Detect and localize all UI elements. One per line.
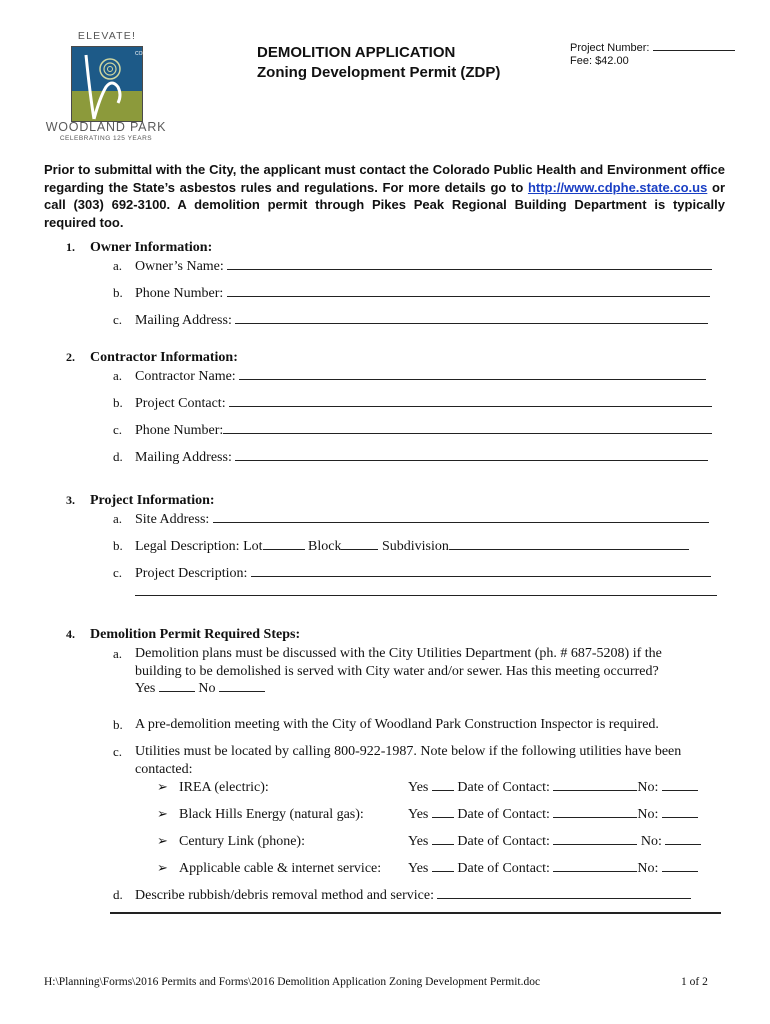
subdivision-label: Subdivision [381, 539, 449, 554]
util-no-label: No: [637, 780, 659, 795]
page-title: DEMOLITION APPLICATION [257, 44, 456, 61]
section-number: 4. [66, 627, 75, 641]
util-yes-label: Yes [408, 780, 429, 795]
block-blank[interactable] [341, 538, 378, 550]
section-number: 3. [66, 493, 75, 507]
util-date-blank[interactable] [553, 806, 637, 818]
util-no-label: No: [637, 861, 659, 876]
util-date-label: Date of Contact: [457, 861, 550, 876]
util-no-blank[interactable] [665, 833, 701, 845]
footer-file-path: H:\Planning\Forms\2016 Permits and Forms\2016 Demolition Application Zoning Development Permit.doc [44, 976, 541, 988]
logo-colorado-text: COLORADO [135, 51, 164, 57]
util-yes-label: Yes [408, 834, 429, 849]
site-address-blank[interactable] [213, 511, 709, 523]
rubbish-removal-blank[interactable] [437, 887, 691, 899]
contractor-name-blank[interactable] [239, 368, 706, 380]
util-date-blank[interactable] [553, 860, 637, 872]
util-yes-label: Yes [408, 807, 429, 822]
owner-section-heading [66, 240, 212, 256]
field-label: Phone Number: [135, 286, 224, 301]
utility-row [157, 779, 659, 796]
logo-woodland-park-text: WOODLAND PARK [45, 120, 167, 134]
project-number-blank[interactable] [653, 41, 735, 51]
item-letter: d. [113, 887, 123, 902]
owner-name-blank[interactable] [227, 258, 712, 270]
owner-phone-blank[interactable] [227, 285, 710, 297]
no-label: No [198, 681, 216, 696]
logo-elevate-text: ELEVATE! [77, 30, 137, 42]
utility-name: Black Hills Energy (natural gas): [179, 807, 364, 822]
step-c [113, 743, 709, 778]
util-date-blank[interactable] [553, 779, 637, 791]
contractor-phone-field[interactable] [113, 422, 712, 439]
divider [110, 912, 721, 914]
field-label: Mailing Address: [135, 313, 232, 328]
section-title: Demolition Permit Required Steps: [90, 627, 301, 642]
item-letter: a. [113, 368, 123, 383]
util-date-blank[interactable] [553, 833, 637, 845]
contractor-address-blank[interactable] [235, 449, 708, 461]
owner-address-blank[interactable] [235, 312, 708, 324]
item-letter: b. [113, 285, 123, 300]
meeting-no-blank[interactable] [219, 680, 265, 692]
city-logo [44, 30, 168, 142]
steps-section-heading [66, 627, 300, 643]
utility-row [157, 833, 662, 850]
item-letter: a. [113, 511, 123, 526]
project-description-blank[interactable] [251, 565, 711, 577]
section-number: 1. [66, 240, 75, 254]
page-subtitle: Zoning Development Permit (ZDP) [257, 64, 501, 81]
arrow-bullet-icon: ➢ [157, 860, 168, 875]
meeting-yes-blank[interactable] [159, 680, 195, 692]
util-date-label: Date of Contact: [457, 807, 550, 822]
contractor-phone-blank[interactable] [223, 422, 712, 434]
step-b [113, 716, 659, 734]
page-number: 1 of 2 [681, 976, 708, 988]
util-no-label: No: [640, 834, 662, 849]
step-a [113, 645, 709, 698]
util-no-label: No: [637, 807, 659, 822]
step-a-text: Demolition plans must be discussed with the City Utilities Department (ph. # 687-5208) if the building to be demolished is served with City water and/or sewer. Has this meeting occurred? [135, 646, 662, 679]
lot-blank[interactable] [263, 538, 305, 550]
item-letter: a. [113, 258, 123, 273]
block-label: Block [308, 539, 342, 554]
cdphe-link[interactable]: http://www.cdphe.state.co.us [527, 179, 708, 195]
field-label: Project Description: [135, 566, 248, 581]
yes-label: Yes [135, 681, 156, 696]
item-letter: c. [113, 422, 123, 437]
util-yes-label: Yes [408, 861, 429, 876]
item-letter: c. [113, 744, 123, 759]
owner-phone-field[interactable] [113, 285, 710, 302]
field-label: Project Contact: [135, 396, 226, 411]
subdivision-blank[interactable] [449, 538, 689, 550]
field-label: Legal Description: Lot [135, 539, 263, 554]
owner-name-field[interactable] [113, 258, 712, 275]
util-date-label: Date of Contact: [457, 834, 550, 849]
utility-name: Applicable cable & internet service: [179, 861, 382, 876]
util-no-blank[interactable] [662, 806, 698, 818]
contractor-section-heading [66, 350, 238, 366]
legal-description-field[interactable] [113, 538, 689, 555]
arrow-bullet-icon: ➢ [157, 806, 168, 821]
section-number: 2. [66, 350, 75, 364]
section-title: Project Information: [90, 493, 215, 508]
intro-paragraph [44, 161, 725, 231]
item-letter: d. [113, 449, 123, 464]
util-date-label: Date of Contact: [457, 780, 550, 795]
utility-row [157, 806, 659, 823]
utility-name: Century Link (phone): [179, 834, 305, 849]
project-description-blank-2[interactable] [135, 595, 717, 596]
field-label: Phone Number: [135, 423, 224, 438]
project-number-label: Project Number: [570, 42, 650, 54]
contractor-address-field[interactable] [113, 449, 708, 466]
rubbish-removal-field[interactable] [113, 887, 691, 904]
intro-text-1: Prior to submittal with the City, the applicant must contact the Colorado Public Health and Environment office regarding the State’s asbestos rules and regulations. For more details go to [44, 162, 725, 195]
item-letter: b. [113, 538, 123, 553]
site-address-field[interactable] [113, 511, 709, 528]
project-section-heading [66, 493, 215, 509]
util-no-blank[interactable] [662, 779, 698, 791]
util-yes-blank[interactable] [432, 779, 454, 791]
logo-tagline: CELEBRATING 125 YEARS [59, 135, 153, 142]
field-label: Site Address: [135, 512, 210, 527]
arrow-bullet-icon: ➢ [157, 833, 168, 848]
field-label: Mailing Address: [135, 450, 232, 465]
util-yes-blank[interactable] [432, 806, 454, 818]
project-description-field[interactable] [113, 565, 711, 582]
project-contact-blank[interactable] [229, 395, 712, 407]
owner-address-field[interactable] [113, 312, 708, 329]
util-yes-blank[interactable] [432, 860, 454, 872]
project-number-field[interactable] [570, 41, 735, 54]
item-letter: c. [113, 312, 123, 327]
arrow-bullet-icon: ➢ [157, 779, 168, 794]
util-no-blank[interactable] [662, 860, 698, 872]
field-label: Describe rubbish/debris removal method and service: [135, 888, 434, 903]
section-title: Owner Information: [90, 240, 213, 255]
item-letter: a. [113, 646, 123, 661]
field-label: Contractor Name: [135, 369, 236, 384]
step-b-text: A pre-demolition meeting with the City of Woodland Park Construction Inspector is required. [135, 717, 659, 732]
project-contact-field[interactable] [113, 395, 712, 412]
item-letter: b. [113, 717, 123, 732]
item-letter: b. [113, 395, 123, 410]
util-yes-blank[interactable] [432, 833, 454, 845]
step-c-text: Utilities must be located by calling 800-922-1987. Note below if the following utilities have been contacted: [135, 744, 682, 777]
intro-text-2: or call (303) 692-3100. A demolition permit through Pikes Peak Regional Building Department is typically required too. [44, 179, 725, 230]
field-label: Owner’s Name: [135, 259, 224, 274]
utility-row [157, 860, 659, 877]
section-title: Contractor Information: [90, 350, 238, 365]
utility-name: IREA (electric): [179, 780, 269, 795]
contractor-name-field[interactable] [113, 368, 706, 385]
item-letter: c. [113, 565, 123, 580]
fee-text: Fee: $42.00 [570, 55, 629, 67]
